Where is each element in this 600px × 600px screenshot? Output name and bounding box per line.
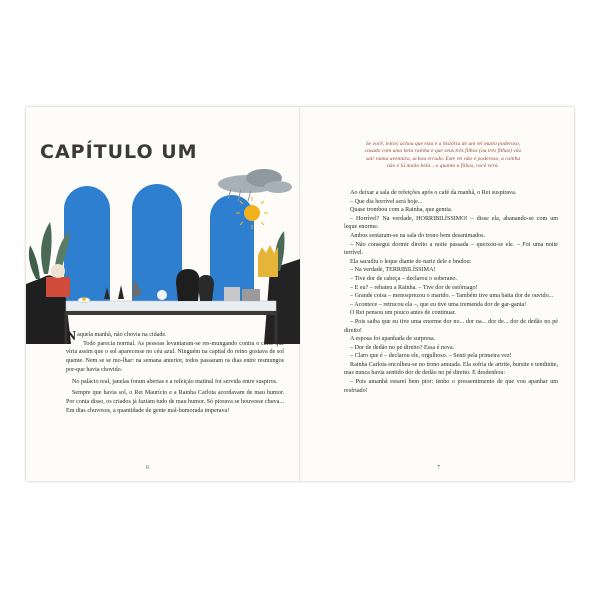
paragraph: Quase trombou com a Rainha, que gemia.	[350, 207, 453, 214]
paragraph: – Tive dor de cabeça – declarou o soberano.	[350, 275, 458, 282]
drop-cap: N	[66, 329, 77, 344]
paragraph: A esposa foi apanhada de surpresa.	[350, 336, 436, 343]
paragraph: Todo parecia normal. As pessoas levantaram-se res-mungando contra o calor que viria assim que o sol aparecesse no céu azul. Ninguém na capital do reino gostava de sol quente. Nem se se mo-lhar: na semana anterior, todos passaram os dias entre resmungos por-que havia chovido.	[66, 340, 284, 373]
paragraph: – Pois saiba que eu tive uma enorme dor no... dor na... dor de... dor de dedão no pé direito!	[344, 318, 558, 334]
right-page	[300, 107, 574, 481]
paragraph: Ela sacudiu o leque diante do nariz dele e bradou:	[350, 258, 472, 265]
paragraph: – Pois amanhã estarei bem pior: tenho o pressentimento de que vou apanhar um resfriado!	[344, 379, 558, 394]
paragraph: Ao deixar a sala de refeições após o café da manhã, o Rei suspirava.	[350, 190, 517, 196]
body-text	[66, 331, 284, 415]
paragraph: – E eu? – rebateu a Rainha. – Tive dor de estômago!	[350, 284, 478, 291]
paragraph: No palácio real, janelas foram abertas e a refeição matinal foi servida entre suspiros.	[72, 378, 278, 385]
epigraph: Se você, leitor, achou que esta é a história de um rei muito poderoso, casado com uma bela rainha e que seus três filhos (ou três filhas) vão sair numa aventura, achou errado. Este rei não é poderoso, a rainha não é lá muito bela... e quanto a filhos, você verá.	[364, 141, 522, 170]
paragraph: – Horrível? Na verdade, HORRIBILÍSSIMO! – disse ela, abanando-se com um leque enorme.	[344, 215, 558, 231]
paragraph: – Claro que é – declarou ele, orgulhoso. – Senti pela primeira vez!	[350, 353, 512, 360]
paragraph: – Grande coisa – menosprezou o marido. – Também tive uma baita dor de ouvido...	[350, 293, 554, 300]
chapter-title: CAPÍTULO UM	[40, 141, 198, 163]
paragraph: – Dor de dedão no pé direito? Essa é nova.	[350, 344, 455, 351]
paragraph: Rainha Carlota encolheu-se no trono amuada. Ela sofria de artrite, bursite e tendinite, mas nunca havia sentido dor de dedão no pé direito. E desdenhou:	[344, 361, 558, 377]
page-number: 6	[146, 465, 149, 471]
window-left	[64, 186, 110, 309]
paragraph: – Que dia horrível será hoje...	[350, 198, 423, 205]
paragraph: O Rei pensou um pouco antes de continuar.	[350, 310, 456, 317]
paragraph: Naquela manhã, não chovia na cidade.	[66, 329, 167, 344]
body-text	[344, 189, 558, 395]
king-figure	[258, 245, 278, 277]
cloud-icon	[218, 169, 292, 201]
illustration	[26, 159, 300, 344]
left-page	[26, 107, 300, 481]
paragraph: – Acontece – retrucou ela –, que eu tive uma tremenda dor de gar-ganta!	[350, 301, 527, 308]
page-number: 7	[437, 465, 440, 471]
paragraph: – Não consegui dormir direito a noite passada – queixou-se ele. – Foi uma noite terrível.	[344, 241, 558, 257]
paragraph: – Na verdade, TERRIBILÍSSIMA!	[350, 267, 436, 274]
paragraph: Ambos sentaram-se na sala do trono bem desanimados.	[350, 232, 486, 239]
paragraph: Sempre que havia sol, o Rei Maurício e a Rainha Carlota acordavam de mau humor. Por conta disso, os criados já faziam tudo de mau humor. Só piorava se houvesse chuva... Em dias chuvosos, a quantidade de gente mal-humorada imperava!	[66, 390, 284, 414]
